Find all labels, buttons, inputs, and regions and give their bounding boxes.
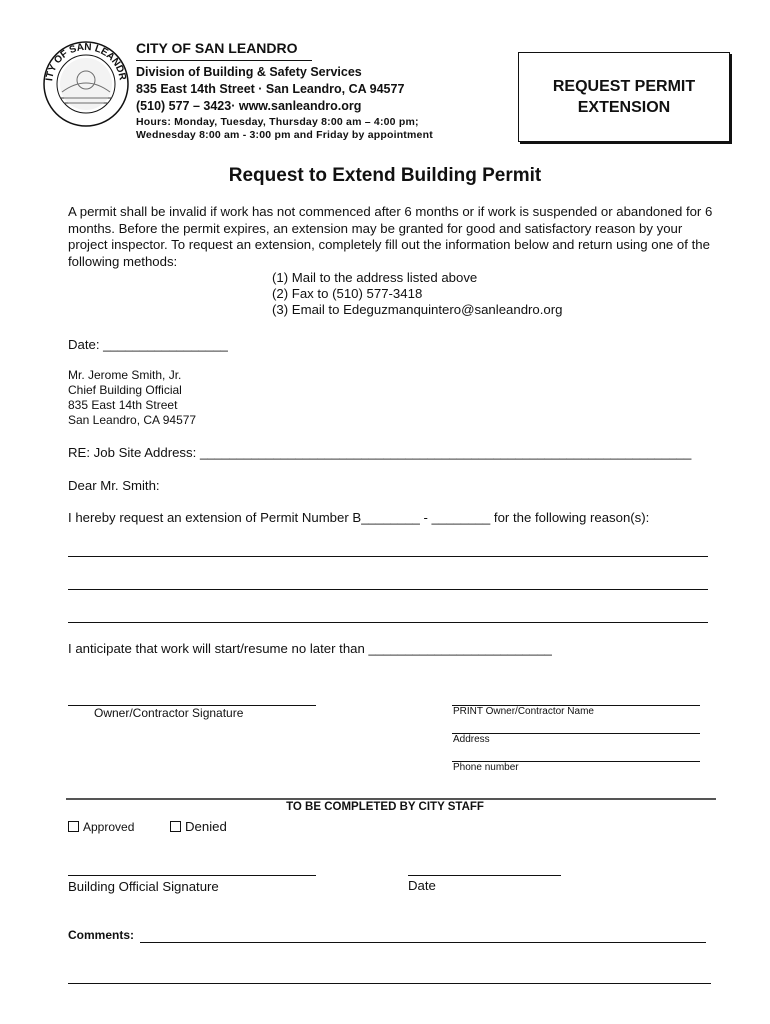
page-title: Request to Extend Building Permit (228, 165, 542, 186)
recipient-title: Chief Building Official (68, 383, 182, 397)
print-name-label: PRINT Owner/Contractor Name (453, 706, 594, 717)
method-email: (3) Email to Edeguzmanquintero@sanleandro.org (272, 302, 563, 317)
address-label: Address (453, 734, 490, 745)
official-signature-line[interactable] (68, 875, 316, 876)
org-name: CITY OF SAN LEANDRO (136, 40, 298, 56)
method-mail: (1) Mail to the address listed above (272, 270, 478, 285)
comments-label: Comments: (68, 928, 135, 942)
intro-paragraph: A permit shall be invalid if work has not commenced after 6 months or if work is suspended or abandoned for 6 months. Before the permit expires, an extension may be granted for good and satisfactory reason by your project inspector. To request an extension, completely fill out the information below and return using one of the following methods: (68, 204, 713, 269)
staff-date-line[interactable] (408, 875, 561, 876)
approved-label: Approved (83, 820, 135, 834)
hours-line-1: Hours: Monday, Tuesday, Thursday 8:00 am – 4:00 pm; (136, 116, 419, 128)
city-seal-logo (42, 40, 130, 128)
form-type-box (518, 52, 730, 142)
owner-signature-label: Owner/Contractor Signature (94, 706, 244, 720)
reason-line-3[interactable] (68, 622, 708, 623)
official-signature-label: Building Official Signature (68, 879, 219, 894)
staff-section-heading: TO BE COMPLETED BY CITY STAFF (286, 801, 484, 813)
reason-line-1[interactable] (68, 556, 708, 557)
division-address: 835 East 14th Street · San Leandro, CA 94577 (136, 82, 405, 96)
svg-text:CITY OF SAN LEANDRO: ITY OF SAN LEANDR (44, 41, 128, 82)
form-type-line-2: EXTENSION (577, 99, 671, 116)
recipient-city: San Leandro, CA 94577 (68, 413, 197, 427)
denied-option[interactable] (170, 819, 227, 834)
division-contact: (510) 577 – 3423· www.sanleandro.org (136, 99, 362, 113)
date-field[interactable]: Date: _________________ (68, 337, 228, 352)
division-name: Division of Building & Safety Services (136, 65, 362, 79)
staff-section-divider (66, 798, 716, 800)
hours-line-2: Wednesday 8:00 am - 3:00 pm and Friday by appointment (136, 129, 433, 141)
salutation: Dear Mr. Smith: (68, 478, 160, 493)
denied-label: Denied (185, 819, 227, 834)
permit-number-field[interactable]: I hereby request an extension of Permit Number B________ - ________ for the following reason(s): (68, 510, 650, 525)
approved-checkbox[interactable] (68, 821, 79, 832)
phone-label: Phone number (453, 762, 519, 773)
form-type-line-1: REQUEST PERMIT (552, 78, 696, 95)
reason-line-2[interactable] (68, 589, 708, 590)
comments-line-1[interactable] (140, 942, 706, 943)
recipient-street: 835 East 14th Street (68, 398, 178, 412)
header-divider (136, 60, 312, 61)
comments-line-2[interactable] (68, 983, 711, 984)
approved-option[interactable] (68, 820, 134, 834)
resume-date-field[interactable]: I anticipate that work will start/resume no later than _________________________ (68, 641, 552, 656)
job-site-address-field[interactable]: RE: Job Site Address: ___________________________________________________________________ (68, 445, 692, 460)
denied-checkbox[interactable] (170, 821, 181, 832)
staff-date-label: Date (408, 878, 436, 893)
recipient-name: Mr. Jerome Smith, Jr. (68, 368, 182, 382)
method-fax: (2) Fax to (510) 577-3418 (272, 286, 423, 301)
